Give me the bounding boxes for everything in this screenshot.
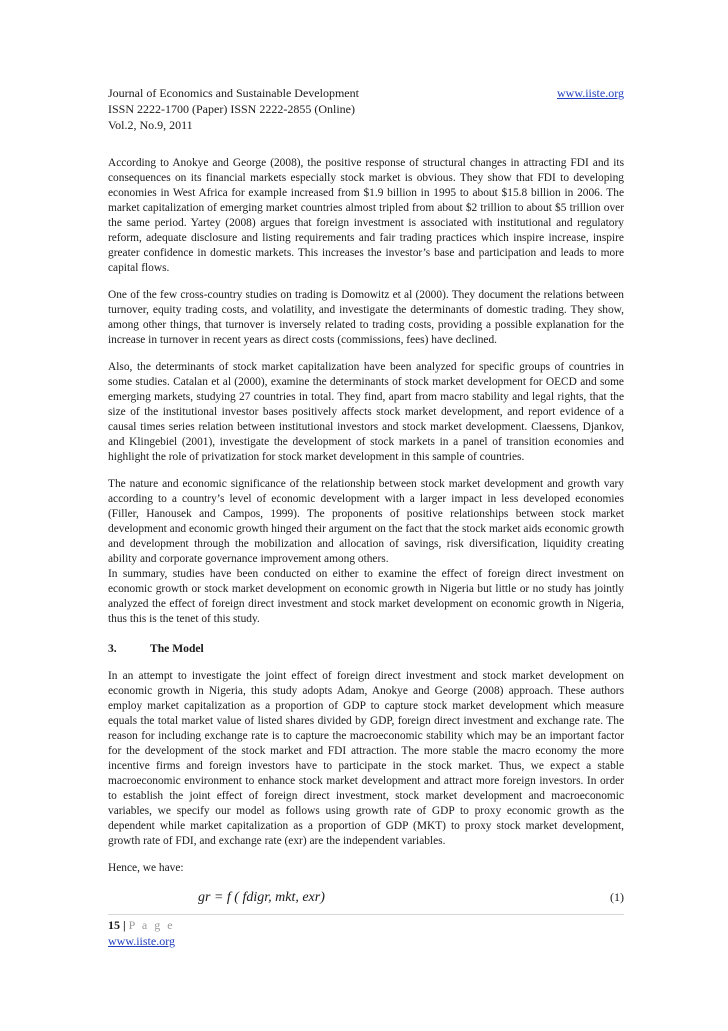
paragraph-catalan: Also, the determinants of stock market capitalization have been analyzed for specific groups of countries in some studies. Catalan et al (2000), examine the determinants of stock market development for OECD and some emerging markets, studying 27 countries in total. They find, apart from macro stability and legal rights, that the size of the institutional investor bases positively affects stock market development, and report evidence of a causal times series relation between institutional investors and stock market development. Claessens, Djankov, and Klingebiel (2001), investigate the development of stock markets in a panel of transition economies and highlight the role of privatization for stock market development in this sample of countries. bbox=[108, 361, 624, 463]
article-body bbox=[108, 156, 624, 912]
paragraph-anokye-george: According to Anokye and George (2008), the positive response of structural changes in attracting FDI and its consequences on its financial markets especially stock market is obvious. They show that FDI to developing economies in West Africa for example increased from $1.9 billion in 1995 to about $15.8 billion in 2006. The market capitalization of emerging market countries almost tripled from about $2 trillion to about $5 trillion over the same period. Yartey (2008) argues that foreign investment is associated with institutional and regulatory reform, adequate disclosure and listing requirements and fair trading practices which inspire increase, inspire greater confidence in domestic markets. This increases the investor’s base and participation and leads to more capital flows. bbox=[108, 157, 624, 274]
page-separator: | bbox=[120, 918, 129, 932]
paragraph-hence: Hence, we have: bbox=[108, 862, 184, 874]
section-heading bbox=[108, 641, 624, 656]
page-footer bbox=[108, 917, 175, 949]
paragraph-domowitz: One of the few cross-country studies on trading is Domowitz et al (2000). They document the relations between turnover, equity trading costs, and volatility, and investigate the determinants of domestic trading. They show, among other things, that turnover is inversely related to trading costs, providing a possible explanation for the increase in turnover in recent years as direct costs (commissions, fees) have declined. bbox=[108, 289, 624, 346]
equation-expression: gr = f ( fdigr, mkt, exr) bbox=[198, 890, 325, 905]
journal-website-link[interactable]: www.iiste.org bbox=[557, 86, 624, 100]
footer-divider bbox=[108, 914, 624, 915]
section-title: The Model bbox=[150, 642, 204, 655]
equation-number: (1) bbox=[610, 890, 624, 904]
section-number: 3. bbox=[108, 642, 117, 655]
journal-title: Journal of Economics and Sustainable Development bbox=[108, 86, 359, 100]
page-word: P a g e bbox=[128, 918, 175, 932]
volume-line: Vol.2, No.9, 2011 bbox=[108, 118, 193, 132]
header-row bbox=[108, 85, 624, 101]
paragraph-model: In an attempt to investigate the joint effect of foreign direct investment and stock market development on economic growth in Nigeria, this study adopts Adam, Anokye and George (2008) approach. These authors employ market capitalization as a proportion of GDP to capture stock market development which measure equals the total market value of listed shares divided by GDP, foreign direct investment and exchange rate. The reason for including exchange rate is to capture the macroeconomic stability which may be an important factor for the development of the stock market and FDI attraction. The more stable the macro economy the more incentive firms and foreign investors have to participate in the stock market. Thus, we expect a stable macroeconomic environment to enhance stock market development and attract more foreign investors. In order to establish the joint effect of foreign direct investment, stock market development and macroeconomic variables, we specify our model as follows using growth rate of GDP to proxy economic growth as the dependent while market capitalization as a proportion of GDP (MKT) to proxy stock market development, growth rate of FDI, and exchange rate (exr) are the independent variables. bbox=[108, 670, 624, 847]
equation-1 bbox=[108, 890, 624, 912]
paragraph-growth-relationship: The nature and economic significance of the relationship between stock market development and growth vary according to a country’s level of economic development with a larger impact in less developed economies (Filler, Hanousek and Campos, 1999). The proponents of positive relationships between stock market development and economic growth hinged their argument on the fact that the stock market aids economic growth and development through the mobilization and allocation of savings, risk diversification, liquidity creating ability and corporate governance improvement among others. bbox=[108, 478, 625, 565]
paragraph-summary: In summary, studies have been conducted on either to examine the effect of foreign direct investment on economic growth or stock market development on economic growth in Nigeria but little or no study has jointly analyzed the effect of foreign direct investment and stock market development on economic growth in Nigeria, thus this is the tenet of this study. bbox=[108, 568, 624, 625]
page-number: 15 bbox=[108, 918, 120, 932]
page-number-line bbox=[108, 917, 175, 933]
page-header bbox=[108, 85, 624, 133]
footer-website-link[interactable]: www.iiste.org bbox=[108, 934, 175, 948]
issn-line: ISSN 2222-1700 (Paper) ISSN 2222-2855 (Online) bbox=[108, 102, 355, 116]
